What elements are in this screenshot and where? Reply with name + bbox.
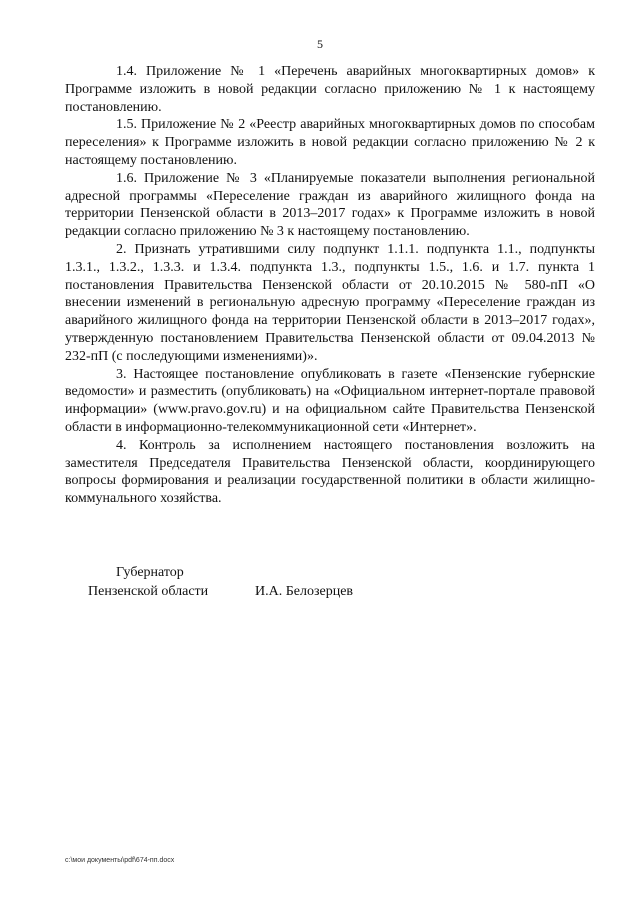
signer-title-line1: Губернатор: [116, 565, 184, 580]
page-number: 5: [317, 37, 323, 51]
footer-file-path: c:\мои документы\pdf\674-пп.docx: [65, 857, 175, 864]
signer-title-line2: Пензенской области: [88, 584, 209, 599]
paragraph-4: 4. Контроль за исполнением настоящего постановления возложить на заместителя Председателя Правительства Пензенской области, координирующего вопросы формирования и реализации государственной политики в области жилищно-коммунального хозяйства.: [65, 437, 595, 507]
paragraph-1-4: 1.4. Приложение № 1 «Перечень аварийных многоквартирных домов» к Программе изложить в новой редакции согласно приложению № 1 к настоящему постановлению.: [65, 64, 595, 115]
paragraph-3: 3. Настоящее постановление опубликовать в газете «Пензенские губернские ведомости» и разместить (опубликовать) на «Официальном интернет-портале правовой информации» (www.pravo.gov.ru) и на официальном сайте Правительства Пензенской области в информационно-телекоммуникационной сети «Интернет».: [65, 366, 595, 435]
signer-name: И.А. Белозерцев: [255, 584, 354, 599]
paragraph-2: 2. Признать утратившими силу подпункт 1.1.1. подпункта 1.1., подпункты 1.3.1., 1.3.2., 1.3.3. и 1.3.4. подпункта 1.3., подпункты 1.5., 1.6. и 1.7. пункта 1 постановления Правительства Пензенской области от 20.10.2015 № 580-пП «О внесении изменений в региональную адресную программу «Переселение граждан из аварийного жилищного фонда на территории Пензенской области в 2013–2017 годах», утвержденную постановлением Правительства Пензенской области от 09.04.2013 № 232-пП (с последующими изменениями)».: [65, 241, 595, 364]
paragraph-1-5: 1.5. Приложение № 2 «Реестр аварийных многоквартирных домов по способам переселения» к Программе изложить в новой редакции согласно приложению № 2 к настоящему постановлению.: [65, 117, 595, 168]
paragraph-1-6: 1.6. Приложение № 3 «Планируемые показатели выполнения региональной адресной программы «Переселение граждан из аварийного жилищного фонда на территории Пензенской области в 2013–2017 годах» к Программе изложить в новой редакции согласно приложению № 3 к настоящему постановлению.: [65, 170, 595, 240]
document-body: [65, 63, 595, 508]
